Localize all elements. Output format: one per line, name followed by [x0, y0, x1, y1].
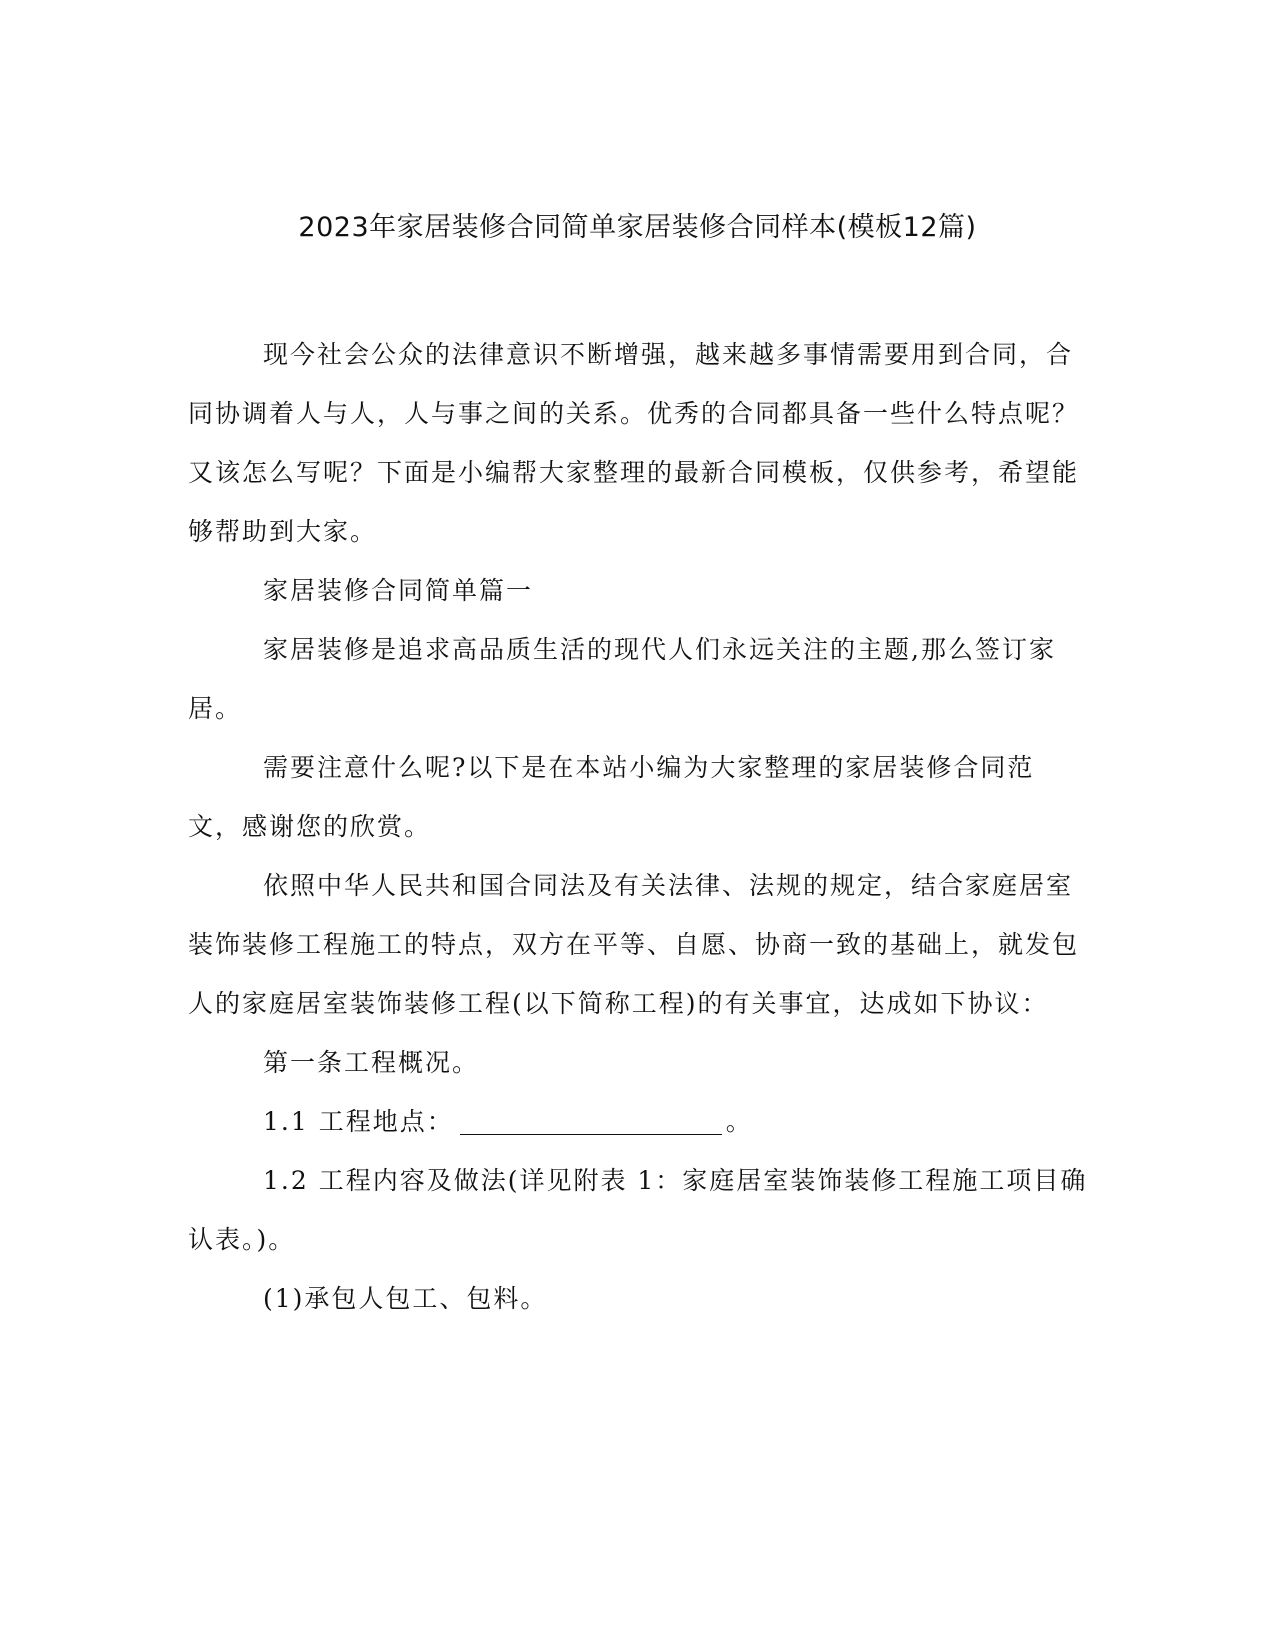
clause-location-end: 。: [725, 1107, 753, 1136]
clause-location: [188, 1092, 1088, 1151]
paragraph-legal-basis: 依照中华人民共和国合同法及有关法律、法规的规定，结合家庭居室装饰装修工程施工的特点，双方在平等、自愿、协商一致的基础上，就发包人的家庭居室装饰装修工程(以下简称工程)的有关事宜，达成如下协议：: [188, 871, 1080, 1018]
clause-content: 1.2 工程内容及做法(详见附表 1：家庭居室装饰装修工程施工项目确认表。)。: [188, 1166, 1088, 1254]
section-heading: 家居装修合同简单篇一: [263, 576, 534, 605]
location-blank-line: [460, 1106, 722, 1135]
paragraph-intro: 现今社会公众的法律意识不断增强，越来越多事情需要用到合同，合同协调着人与人，人与事之间的关系。优秀的合同都具备一些什么特点呢？又该怎么写呢？下面是小编帮大家整理的最新合同模板，仅供参考，希望能够帮助到大家。: [188, 340, 1080, 546]
document-title: 2023年家居装修合同简单家居装修合同样本(模板12篇): [298, 212, 977, 243]
document-body: [188, 325, 1088, 1328]
paragraph-theme: 家居装修是追求高品质生活的现代人们永远关注的主题,那么签订家居。: [188, 635, 1056, 723]
article-heading: 第一条工程概况。: [263, 1048, 480, 1077]
clause-item-1: (1)承包人包工、包料。: [263, 1284, 548, 1313]
paragraph-note: 需要注意什么呢?以下是在本站小编为大家整理的家居装修合同范文，感谢您的欣赏。: [188, 753, 1035, 841]
clause-location-label: 1.1 工程地点：: [263, 1107, 454, 1136]
